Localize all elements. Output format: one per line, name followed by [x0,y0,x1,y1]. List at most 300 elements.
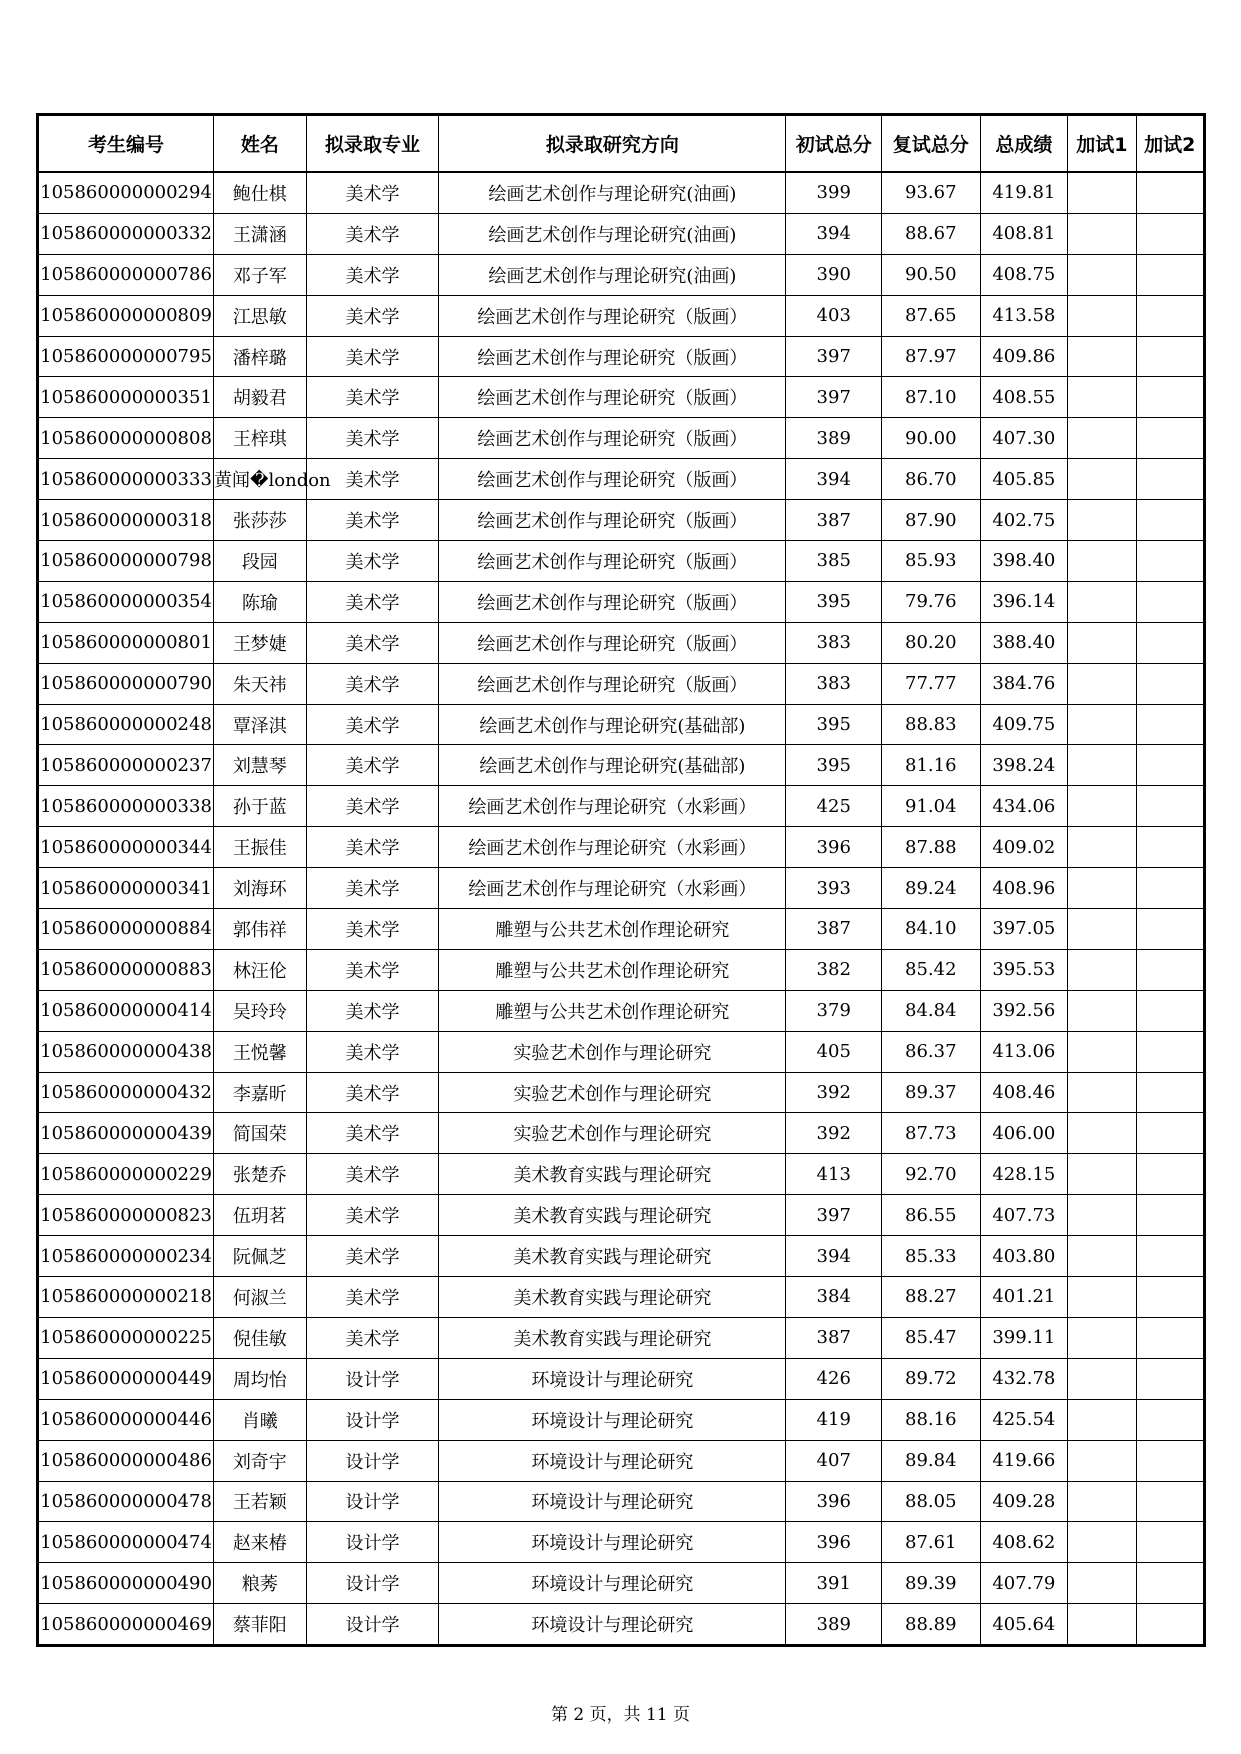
cell-initial-score: 396 [786,1522,882,1563]
cell-initial-score: 396 [786,827,882,868]
cell-research-direction: 美术教育实践与理论研究 [439,1154,786,1195]
cell-initial-score: 396 [786,1481,882,1522]
cell-name: 孙于蓝 [214,786,307,827]
cell-total-score: 408.96 [980,868,1068,909]
cell-extra-test-2 [1136,1031,1204,1072]
cell-major: 美术学 [306,1113,439,1154]
cell-total-score: 419.81 [980,172,1068,213]
cell-candidate-id: 105860000000333 [38,459,214,500]
cell-extra-test-2 [1136,1399,1204,1440]
cell-initial-score: 395 [786,745,882,786]
cell-extra-test-2 [1136,172,1204,213]
cell-initial-score: 390 [786,254,882,295]
cell-name: 刘海环 [214,868,307,909]
cell-extra-test-1 [1068,868,1136,909]
cell-candidate-id: 105860000000823 [38,1195,214,1236]
table-row [38,254,1205,295]
cell-name: 鲍仕棋 [214,172,307,213]
cell-extra-test-2 [1136,663,1204,704]
header-initial-score: 初试总分 [786,115,882,173]
table-row [38,1522,1205,1563]
cell-major: 美术学 [306,418,439,459]
cell-retest-score: 86.37 [882,1031,981,1072]
cell-total-score: 405.64 [980,1604,1068,1646]
cell-research-direction: 绘画艺术创作与理论研究（版画） [439,663,786,704]
cell-retest-score: 81.16 [882,745,981,786]
header-extra-test-1: 加试1 [1068,115,1136,173]
cell-total-score: 428.15 [980,1154,1068,1195]
cell-research-direction: 绘画艺术创作与理论研究（水彩画） [439,827,786,868]
cell-major: 美术学 [306,868,439,909]
cell-name: 陈瑜 [214,581,307,622]
table-row [38,377,1205,418]
cell-initial-score: 387 [786,1317,882,1358]
cell-name: 肖曦 [214,1399,307,1440]
cell-retest-score: 89.24 [882,868,981,909]
cell-extra-test-1 [1068,1236,1136,1277]
cell-candidate-id: 105860000000883 [38,949,214,990]
cell-total-score: 408.75 [980,254,1068,295]
admission-table [36,113,1206,1647]
table-row [38,418,1205,459]
cell-initial-score: 403 [786,295,882,336]
cell-major: 美术学 [306,909,439,950]
cell-retest-score: 86.70 [882,459,981,500]
cell-name: 刘奇宇 [214,1440,307,1481]
cell-extra-test-2 [1136,377,1204,418]
cell-major: 美术学 [306,704,439,745]
cell-research-direction: 美术教育实践与理论研究 [439,1317,786,1358]
cell-candidate-id: 105860000000786 [38,254,214,295]
cell-research-direction: 绘画艺术创作与理论研究（版画） [439,541,786,582]
cell-research-direction: 环境设计与理论研究 [439,1563,786,1604]
cell-initial-score: 407 [786,1440,882,1481]
cell-retest-score: 90.50 [882,254,981,295]
cell-retest-score: 87.73 [882,1113,981,1154]
cell-extra-test-2 [1136,786,1204,827]
cell-initial-score: 387 [786,909,882,950]
cell-total-score: 405.85 [980,459,1068,500]
cell-extra-test-2 [1136,1358,1204,1399]
cell-extra-test-1 [1068,704,1136,745]
cell-name: 周均怡 [214,1358,307,1399]
cell-retest-score: 88.67 [882,213,981,254]
cell-major: 美术学 [306,213,439,254]
cell-total-score: 413.58 [980,295,1068,336]
cell-initial-score: 399 [786,172,882,213]
cell-total-score: 419.66 [980,1440,1068,1481]
cell-retest-score: 92.70 [882,1154,981,1195]
cell-major: 美术学 [306,1195,439,1236]
cell-research-direction: 实验艺术创作与理论研究 [439,1113,786,1154]
cell-candidate-id: 105860000000229 [38,1154,214,1195]
cell-total-score: 407.73 [980,1195,1068,1236]
cell-name: 朱天祎 [214,663,307,704]
cell-name: 黄闻�london [214,459,307,500]
cell-total-score: 409.02 [980,827,1068,868]
cell-research-direction: 绘画艺术创作与理论研究（版画） [439,581,786,622]
header-research-direction: 拟录取研究方向 [439,115,786,173]
cell-name: 阮佩芝 [214,1236,307,1277]
cell-extra-test-2 [1136,254,1204,295]
cell-retest-score: 87.97 [882,336,981,377]
cell-research-direction: 绘画艺术创作与理论研究(基础部) [439,745,786,786]
table-row [38,1154,1205,1195]
cell-candidate-id: 105860000000318 [38,500,214,541]
table-row [38,786,1205,827]
table-row [38,1317,1205,1358]
table-row [38,1113,1205,1154]
cell-extra-test-2 [1136,622,1204,663]
cell-initial-score: 387 [786,500,882,541]
cell-retest-score: 88.89 [882,1604,981,1646]
table-row [38,541,1205,582]
cell-major: 美术学 [306,786,439,827]
table-row [38,1481,1205,1522]
cell-research-direction: 雕塑与公共艺术创作理论研究 [439,949,786,990]
cell-name: 江思敏 [214,295,307,336]
cell-extra-test-2 [1136,1236,1204,1277]
table-header [38,115,1205,173]
cell-major: 美术学 [306,622,439,663]
cell-extra-test-1 [1068,1031,1136,1072]
cell-initial-score: 385 [786,541,882,582]
cell-research-direction: 绘画艺术创作与理论研究（版画） [439,459,786,500]
cell-extra-test-1 [1068,1072,1136,1113]
cell-candidate-id: 105860000000808 [38,418,214,459]
cell-extra-test-1 [1068,418,1136,459]
cell-initial-score: 382 [786,949,882,990]
cell-extra-test-1 [1068,786,1136,827]
cell-major: 美术学 [306,377,439,418]
cell-research-direction: 绘画艺术创作与理论研究（水彩画） [439,786,786,827]
cell-total-score: 398.24 [980,745,1068,786]
cell-extra-test-2 [1136,1072,1204,1113]
cell-research-direction: 绘画艺术创作与理论研究（版画） [439,377,786,418]
cell-retest-score: 84.84 [882,990,981,1031]
table-row [38,459,1205,500]
cell-retest-score: 89.84 [882,1440,981,1481]
cell-total-score: 409.28 [980,1481,1068,1522]
cell-retest-score: 87.10 [882,377,981,418]
cell-candidate-id: 105860000000798 [38,541,214,582]
header-retest-score: 复试总分 [882,115,981,173]
cell-major: 美术学 [306,541,439,582]
cell-research-direction: 绘画艺术创作与理论研究（版画） [439,295,786,336]
cell-extra-test-2 [1136,1604,1204,1646]
cell-extra-test-2 [1136,1522,1204,1563]
cell-name: 张莎莎 [214,500,307,541]
table-row [38,1399,1205,1440]
cell-total-score: 397.05 [980,909,1068,950]
cell-research-direction: 绘画艺术创作与理论研究（版画） [439,336,786,377]
cell-initial-score: 397 [786,336,882,377]
cell-candidate-id: 105860000000237 [38,745,214,786]
cell-initial-score: 394 [786,213,882,254]
cell-research-direction: 环境设计与理论研究 [439,1399,786,1440]
cell-candidate-id: 105860000000338 [38,786,214,827]
cell-major: 设计学 [306,1522,439,1563]
cell-retest-score: 88.27 [882,1277,981,1318]
cell-candidate-id: 105860000000884 [38,909,214,950]
cell-extra-test-1 [1068,827,1136,868]
cell-name: 覃泽淇 [214,704,307,745]
cell-research-direction: 绘画艺术创作与理论研究(油画) [439,172,786,213]
cell-extra-test-2 [1136,745,1204,786]
cell-total-score: 399.11 [980,1317,1068,1358]
header-name: 姓名 [214,115,307,173]
cell-extra-test-1 [1068,172,1136,213]
table-row [38,827,1205,868]
cell-retest-score: 85.47 [882,1317,981,1358]
cell-major: 美术学 [306,990,439,1031]
cell-retest-score: 87.88 [882,827,981,868]
cell-initial-score: 389 [786,418,882,459]
cell-major: 美术学 [306,500,439,541]
cell-major: 美术学 [306,1277,439,1318]
cell-total-score: 407.30 [980,418,1068,459]
header-major: 拟录取专业 [306,115,439,173]
cell-initial-score: 391 [786,1563,882,1604]
cell-extra-test-2 [1136,541,1204,582]
table-row [38,1358,1205,1399]
table-row [38,295,1205,336]
cell-major: 美术学 [306,1031,439,1072]
cell-extra-test-2 [1136,827,1204,868]
cell-total-score: 409.86 [980,336,1068,377]
cell-initial-score: 392 [786,1072,882,1113]
cell-initial-score: 397 [786,377,882,418]
cell-retest-score: 85.33 [882,1236,981,1277]
cell-total-score: 392.56 [980,990,1068,1031]
cell-candidate-id: 105860000000469 [38,1604,214,1646]
cell-candidate-id: 105860000000478 [38,1481,214,1522]
table-row [38,990,1205,1031]
cell-extra-test-1 [1068,541,1136,582]
cell-research-direction: 环境设计与理论研究 [439,1604,786,1646]
cell-name: 郭伟祥 [214,909,307,950]
cell-candidate-id: 105860000000474 [38,1522,214,1563]
cell-name: 王潇涵 [214,213,307,254]
cell-total-score: 413.06 [980,1031,1068,1072]
cell-research-direction: 环境设计与理论研究 [439,1358,786,1399]
cell-name: 粮莠 [214,1563,307,1604]
cell-research-direction: 雕塑与公共艺术创作理论研究 [439,909,786,950]
table-row [38,1440,1205,1481]
cell-research-direction: 绘画艺术创作与理论研究(基础部) [439,704,786,745]
cell-candidate-id: 105860000000438 [38,1031,214,1072]
cell-extra-test-2 [1136,909,1204,950]
table-row [38,868,1205,909]
cell-retest-score: 93.67 [882,172,981,213]
cell-research-direction: 美术教育实践与理论研究 [439,1195,786,1236]
cell-retest-score: 80.20 [882,622,981,663]
table-row [38,1072,1205,1113]
table-row [38,663,1205,704]
cell-research-direction: 环境设计与理论研究 [439,1481,786,1522]
cell-major: 美术学 [306,827,439,868]
cell-major: 美术学 [306,295,439,336]
cell-candidate-id: 105860000000294 [38,172,214,213]
cell-total-score: 401.21 [980,1277,1068,1318]
cell-total-score: 408.55 [980,377,1068,418]
cell-initial-score: 383 [786,663,882,704]
cell-extra-test-2 [1136,1440,1204,1481]
cell-candidate-id: 105860000000486 [38,1440,214,1481]
table-row [38,622,1205,663]
cell-extra-test-2 [1136,1277,1204,1318]
cell-initial-score: 426 [786,1358,882,1399]
table-row [38,336,1205,377]
cell-total-score: 406.00 [980,1113,1068,1154]
cell-retest-score: 88.16 [882,1399,981,1440]
cell-major: 美术学 [306,172,439,213]
cell-total-score: 425.54 [980,1399,1068,1440]
cell-candidate-id: 105860000000344 [38,827,214,868]
cell-extra-test-2 [1136,418,1204,459]
cell-name: 潘梓璐 [214,336,307,377]
cell-major: 美术学 [306,254,439,295]
cell-initial-score: 405 [786,1031,882,1072]
cell-extra-test-2 [1136,1317,1204,1358]
cell-extra-test-1 [1068,254,1136,295]
cell-extra-test-1 [1068,1522,1136,1563]
header-candidate-id: 考生编号 [38,115,214,173]
cell-candidate-id: 105860000000248 [38,704,214,745]
cell-extra-test-1 [1068,1154,1136,1195]
cell-research-direction: 绘画艺术创作与理论研究（版画） [439,418,786,459]
cell-name: 王悦馨 [214,1031,307,1072]
table-row [38,1031,1205,1072]
cell-total-score: 395.53 [980,949,1068,990]
cell-extra-test-2 [1136,295,1204,336]
cell-total-score: 408.62 [980,1522,1068,1563]
cell-total-score: 409.75 [980,704,1068,745]
cell-retest-score: 91.04 [882,786,981,827]
cell-initial-score: 389 [786,1604,882,1646]
cell-retest-score: 85.93 [882,541,981,582]
cell-candidate-id: 105860000000218 [38,1277,214,1318]
cell-extra-test-1 [1068,1277,1136,1318]
cell-name: 蔡菲阳 [214,1604,307,1646]
cell-research-direction: 实验艺术创作与理论研究 [439,1031,786,1072]
cell-retest-score: 85.42 [882,949,981,990]
cell-initial-score: 419 [786,1399,882,1440]
cell-retest-score: 87.90 [882,500,981,541]
cell-initial-score: 395 [786,704,882,745]
cell-candidate-id: 105860000000790 [38,663,214,704]
cell-research-direction: 绘画艺术创作与理论研究(油画) [439,213,786,254]
cell-initial-score: 394 [786,1236,882,1277]
cell-extra-test-1 [1068,1195,1136,1236]
cell-name: 李嘉昕 [214,1072,307,1113]
cell-total-score: 408.81 [980,213,1068,254]
cell-major: 美术学 [306,459,439,500]
cell-retest-score: 90.00 [882,418,981,459]
table-body [38,172,1205,1646]
cell-research-direction: 绘画艺术创作与理论研究(油画) [439,254,786,295]
cell-name: 刘慧琴 [214,745,307,786]
cell-name: 王梓琪 [214,418,307,459]
cell-retest-score: 89.72 [882,1358,981,1399]
cell-candidate-id: 105860000000801 [38,622,214,663]
cell-research-direction: 绘画艺术创作与理论研究（版画） [439,622,786,663]
table-row [38,1277,1205,1318]
cell-extra-test-1 [1068,295,1136,336]
cell-major: 美术学 [306,949,439,990]
table-row [38,1236,1205,1277]
cell-major: 美术学 [306,1072,439,1113]
cell-research-direction: 美术教育实践与理论研究 [439,1236,786,1277]
cell-research-direction: 绘画艺术创作与理论研究（水彩画） [439,868,786,909]
cell-major: 设计学 [306,1563,439,1604]
cell-total-score: 432.78 [980,1358,1068,1399]
cell-extra-test-2 [1136,949,1204,990]
cell-extra-test-1 [1068,745,1136,786]
cell-major: 设计学 [306,1358,439,1399]
cell-name: 邓子军 [214,254,307,295]
table-row [38,1195,1205,1236]
cell-candidate-id: 105860000000234 [38,1236,214,1277]
cell-candidate-id: 105860000000414 [38,990,214,1031]
cell-name: 王梦婕 [214,622,307,663]
table-row [38,500,1205,541]
cell-total-score: 403.80 [980,1236,1068,1277]
table-row [38,745,1205,786]
cell-name: 王若颖 [214,1481,307,1522]
cell-name: 王振佳 [214,827,307,868]
cell-extra-test-2 [1136,868,1204,909]
cell-retest-score: 89.37 [882,1072,981,1113]
cell-total-score: 402.75 [980,500,1068,541]
cell-initial-score: 395 [786,581,882,622]
cell-name: 胡毅君 [214,377,307,418]
cell-initial-score: 393 [786,868,882,909]
cell-research-direction: 美术教育实践与理论研究 [439,1277,786,1318]
cell-candidate-id: 105860000000225 [38,1317,214,1358]
cell-major: 美术学 [306,1154,439,1195]
cell-retest-score: 88.83 [882,704,981,745]
cell-extra-test-2 [1136,500,1204,541]
cell-extra-test-1 [1068,622,1136,663]
cell-extra-test-2 [1136,581,1204,622]
header-total-score: 总成绩 [980,115,1068,173]
cell-initial-score: 379 [786,990,882,1031]
cell-extra-test-1 [1068,1317,1136,1358]
cell-total-score: 388.40 [980,622,1068,663]
cell-extra-test-1 [1068,1481,1136,1522]
cell-total-score: 407.79 [980,1563,1068,1604]
cell-name: 何淑兰 [214,1277,307,1318]
header-row [38,115,1205,173]
cell-extra-test-1 [1068,459,1136,500]
table-row [38,1563,1205,1604]
cell-major: 美术学 [306,663,439,704]
table-row [38,1604,1205,1646]
cell-major: 设计学 [306,1604,439,1646]
cell-retest-score: 88.05 [882,1481,981,1522]
cell-candidate-id: 105860000000354 [38,581,214,622]
cell-name: 简国荣 [214,1113,307,1154]
cell-extra-test-1 [1068,663,1136,704]
cell-candidate-id: 105860000000439 [38,1113,214,1154]
cell-major: 美术学 [306,581,439,622]
cell-extra-test-2 [1136,1563,1204,1604]
cell-major: 美术学 [306,336,439,377]
cell-candidate-id: 105860000000341 [38,868,214,909]
header-extra-test-2: 加试2 [1136,115,1204,173]
cell-extra-test-1 [1068,949,1136,990]
